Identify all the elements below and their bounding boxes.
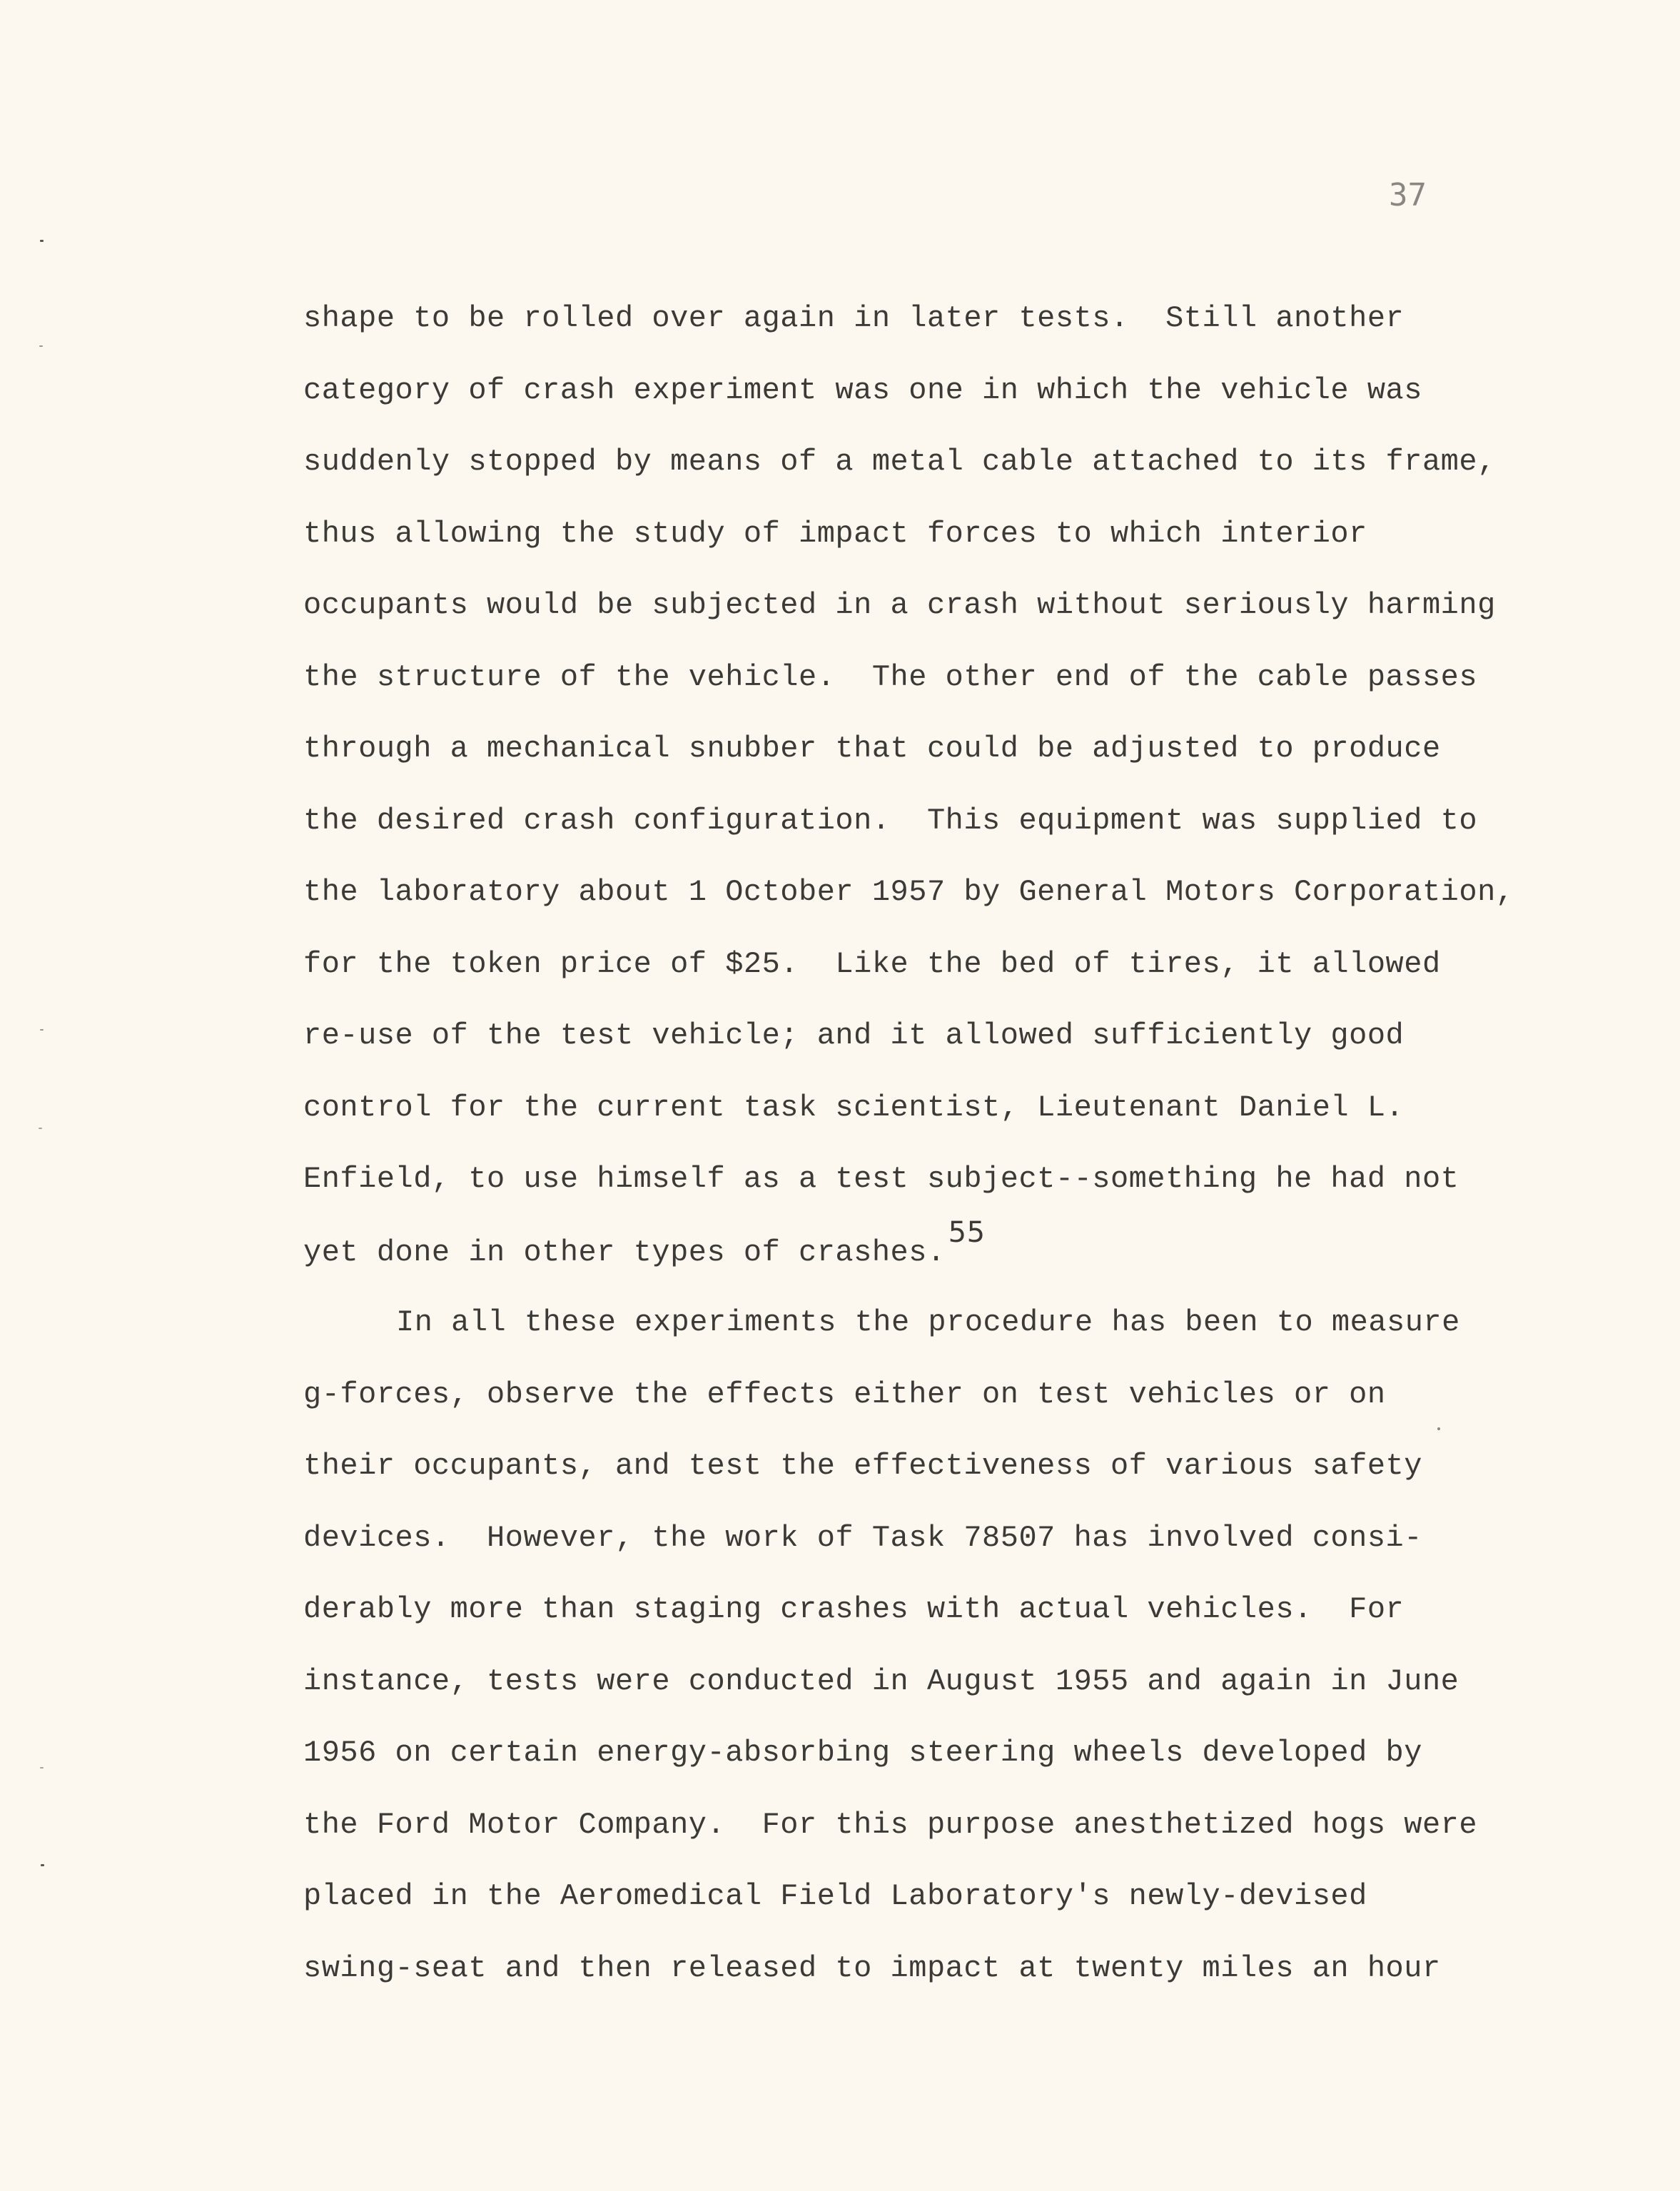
text-line: occupants would be subjected in a crash without seriously harming: [303, 588, 1496, 622]
text-line: suddenly stopped by means of a metal cable attached to its frame,: [303, 445, 1496, 479]
text-line: In all these experiments the procedure has been to measure: [396, 1305, 1460, 1340]
text-line: the desired crash configuration. This equipment was supplied to: [303, 803, 1478, 838]
margin-mark: [40, 1767, 44, 1769]
text-line: 1956 on certain energy-absorbing steering wheels developed by: [303, 1736, 1422, 1770]
margin-mark: [40, 240, 44, 242]
text-line: placed in the Aeromedical Field Laboratory's newly-devised: [303, 1879, 1367, 1913]
text-line: g-forces, observe the effects either on test vehicles or on: [303, 1377, 1386, 1412]
text-line-with-footnote: [303, 1215, 1517, 1287]
text-line: swing-seat and then released to impact at twenty miles an hour: [303, 1950, 1441, 1985]
margin-mark: [41, 1864, 44, 1866]
text-line: Enfield, to use himself as a test subject--something he had not: [303, 1162, 1459, 1196]
page-number: 37: [1389, 177, 1427, 213]
margin-mark: [39, 1128, 42, 1129]
text-line: for the token price of $25. Like the bed of tires, it allowed: [303, 946, 1441, 981]
text-line: the Ford Motor Company. For this purpose anesthetized hogs were: [303, 1807, 1478, 1842]
text-line: shape to be rolled over again in later tests. Still another: [303, 301, 1405, 335]
text-line: devices. However, the work of Task 78507 has involved consi-: [303, 1520, 1422, 1555]
margin-mark: [39, 345, 43, 347]
text-line: category of crash experiment was one in which the vehicle was: [303, 373, 1422, 408]
footnote-reference: 55: [948, 1215, 986, 1249]
text-line: derably more than staging crashes with actual vehicles. For: [303, 1592, 1405, 1626]
text-line: the laboratory about 1 October 1957 by General Motors Corporation,: [303, 875, 1514, 909]
text-line: the structure of the vehicle. The other end of the cable passes: [303, 659, 1478, 694]
text-line: re-use of the test vehicle; and it allowed sufficiently good: [303, 1018, 1405, 1053]
text-line: through a mechanical snubber that could be adjusted to produce: [303, 732, 1441, 766]
text-line: their occupants, and test the effectiveness of various safety: [303, 1449, 1422, 1483]
text-line: instance, tests were conducted in August 1955 and again in June: [303, 1664, 1459, 1699]
text-line: yet done in other types of crashes.: [303, 1235, 946, 1270]
margin-mark: [40, 1029, 44, 1031]
text-line: thus allowing the study of impact forces to which interior: [303, 516, 1367, 551]
body-text: [303, 283, 1517, 2004]
text-line: control for the current task scientist, Lieutenant Daniel L.: [303, 1090, 1405, 1125]
